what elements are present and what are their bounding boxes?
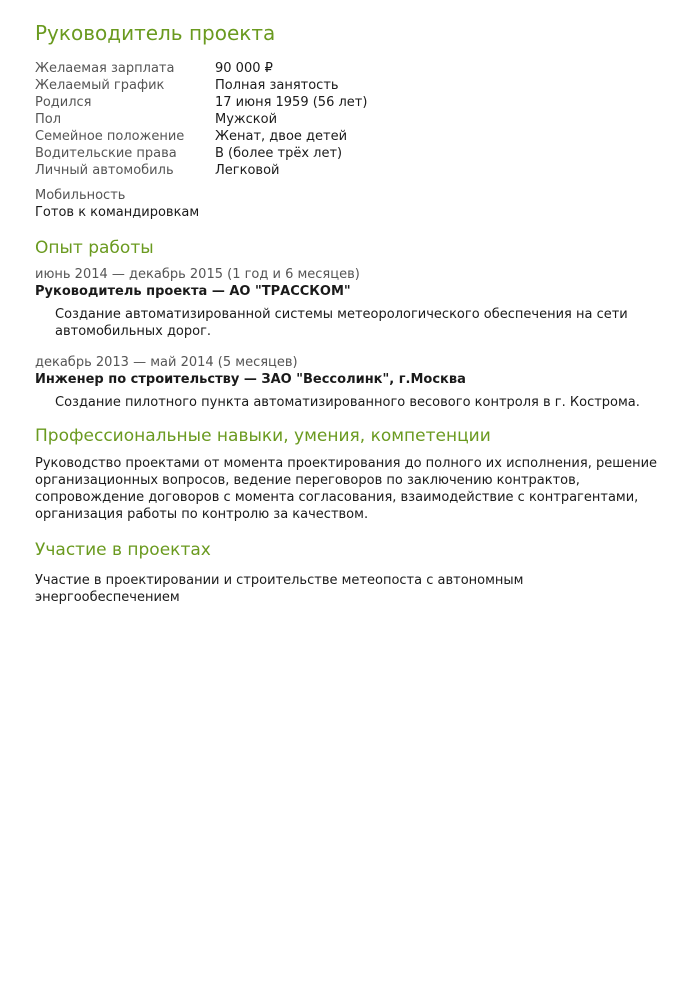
projects-text: Участие в проектировании и строительстве метеопоста с автономным энергообеспечением xyxy=(35,573,524,605)
resume-title: Руководитель проекта xyxy=(35,21,276,45)
mobility-label: Мобильность xyxy=(35,188,126,203)
skills-heading: Профессиональные навыки, умения, компетенции xyxy=(35,426,491,446)
job-description: Создание пилотного пункта автоматизированного весового контроля в г. Кострома. xyxy=(55,395,640,410)
info-row-license xyxy=(35,145,665,162)
job-position: Инженер по строительству — ЗАО "Вессолинк", г.Москва xyxy=(35,372,466,387)
mobility-value: Готов к командировкам xyxy=(35,205,200,220)
job-period: июнь 2014 — декабрь 2015 (1 год и 6 месяцев) xyxy=(35,267,360,282)
skills-text: Руководство проектами от момента проектирования до полного их исполнения, решение организационных вопросов, ведение переговоров по заключению контрактов, сопровождение договоров с момента согласования, взаимодействие с контрагентами, организация работы по контролю за качеством. xyxy=(35,456,658,522)
info-row-car xyxy=(35,162,665,179)
info-row-birth xyxy=(35,94,665,111)
info-label: Водительские права xyxy=(35,146,177,161)
job-entry xyxy=(35,354,665,411)
info-value: Легковой xyxy=(215,163,280,178)
info-row-gender xyxy=(35,111,665,128)
mobility-block xyxy=(35,187,665,221)
projects-heading: Участие в проектах xyxy=(35,540,211,560)
info-label: Желаемая зарплата xyxy=(35,61,175,76)
info-label: Семейное положение xyxy=(35,129,185,144)
experience-heading: Опыт работы xyxy=(35,238,154,258)
info-value: Полная занятость xyxy=(215,78,339,93)
personal-info xyxy=(35,60,665,179)
info-value: 17 июня 1959 (56 лет) xyxy=(215,95,368,110)
job-position: Руководитель проекта — АО "ТРАССКОМ" xyxy=(35,284,351,299)
info-row-schedule xyxy=(35,77,665,94)
info-value: Мужской xyxy=(215,112,278,127)
info-label: Пол xyxy=(35,112,62,127)
info-row-salary xyxy=(35,60,665,77)
info-value: 90 000 ₽ xyxy=(215,61,273,76)
info-value: B (более трёх лет) xyxy=(215,146,343,161)
info-value: Женат, двое детей xyxy=(215,129,348,144)
job-description: Создание автоматизированной системы метеорологического обеспечения на сети автомобильных дорог. xyxy=(55,307,628,339)
info-label: Личный автомобиль xyxy=(35,163,174,178)
info-label: Родился xyxy=(35,95,92,110)
info-label: Желаемый график xyxy=(35,78,165,93)
job-period: декабрь 2013 — май 2014 (5 месяцев) xyxy=(35,355,298,370)
info-row-marital xyxy=(35,128,665,145)
job-entry xyxy=(35,266,665,340)
